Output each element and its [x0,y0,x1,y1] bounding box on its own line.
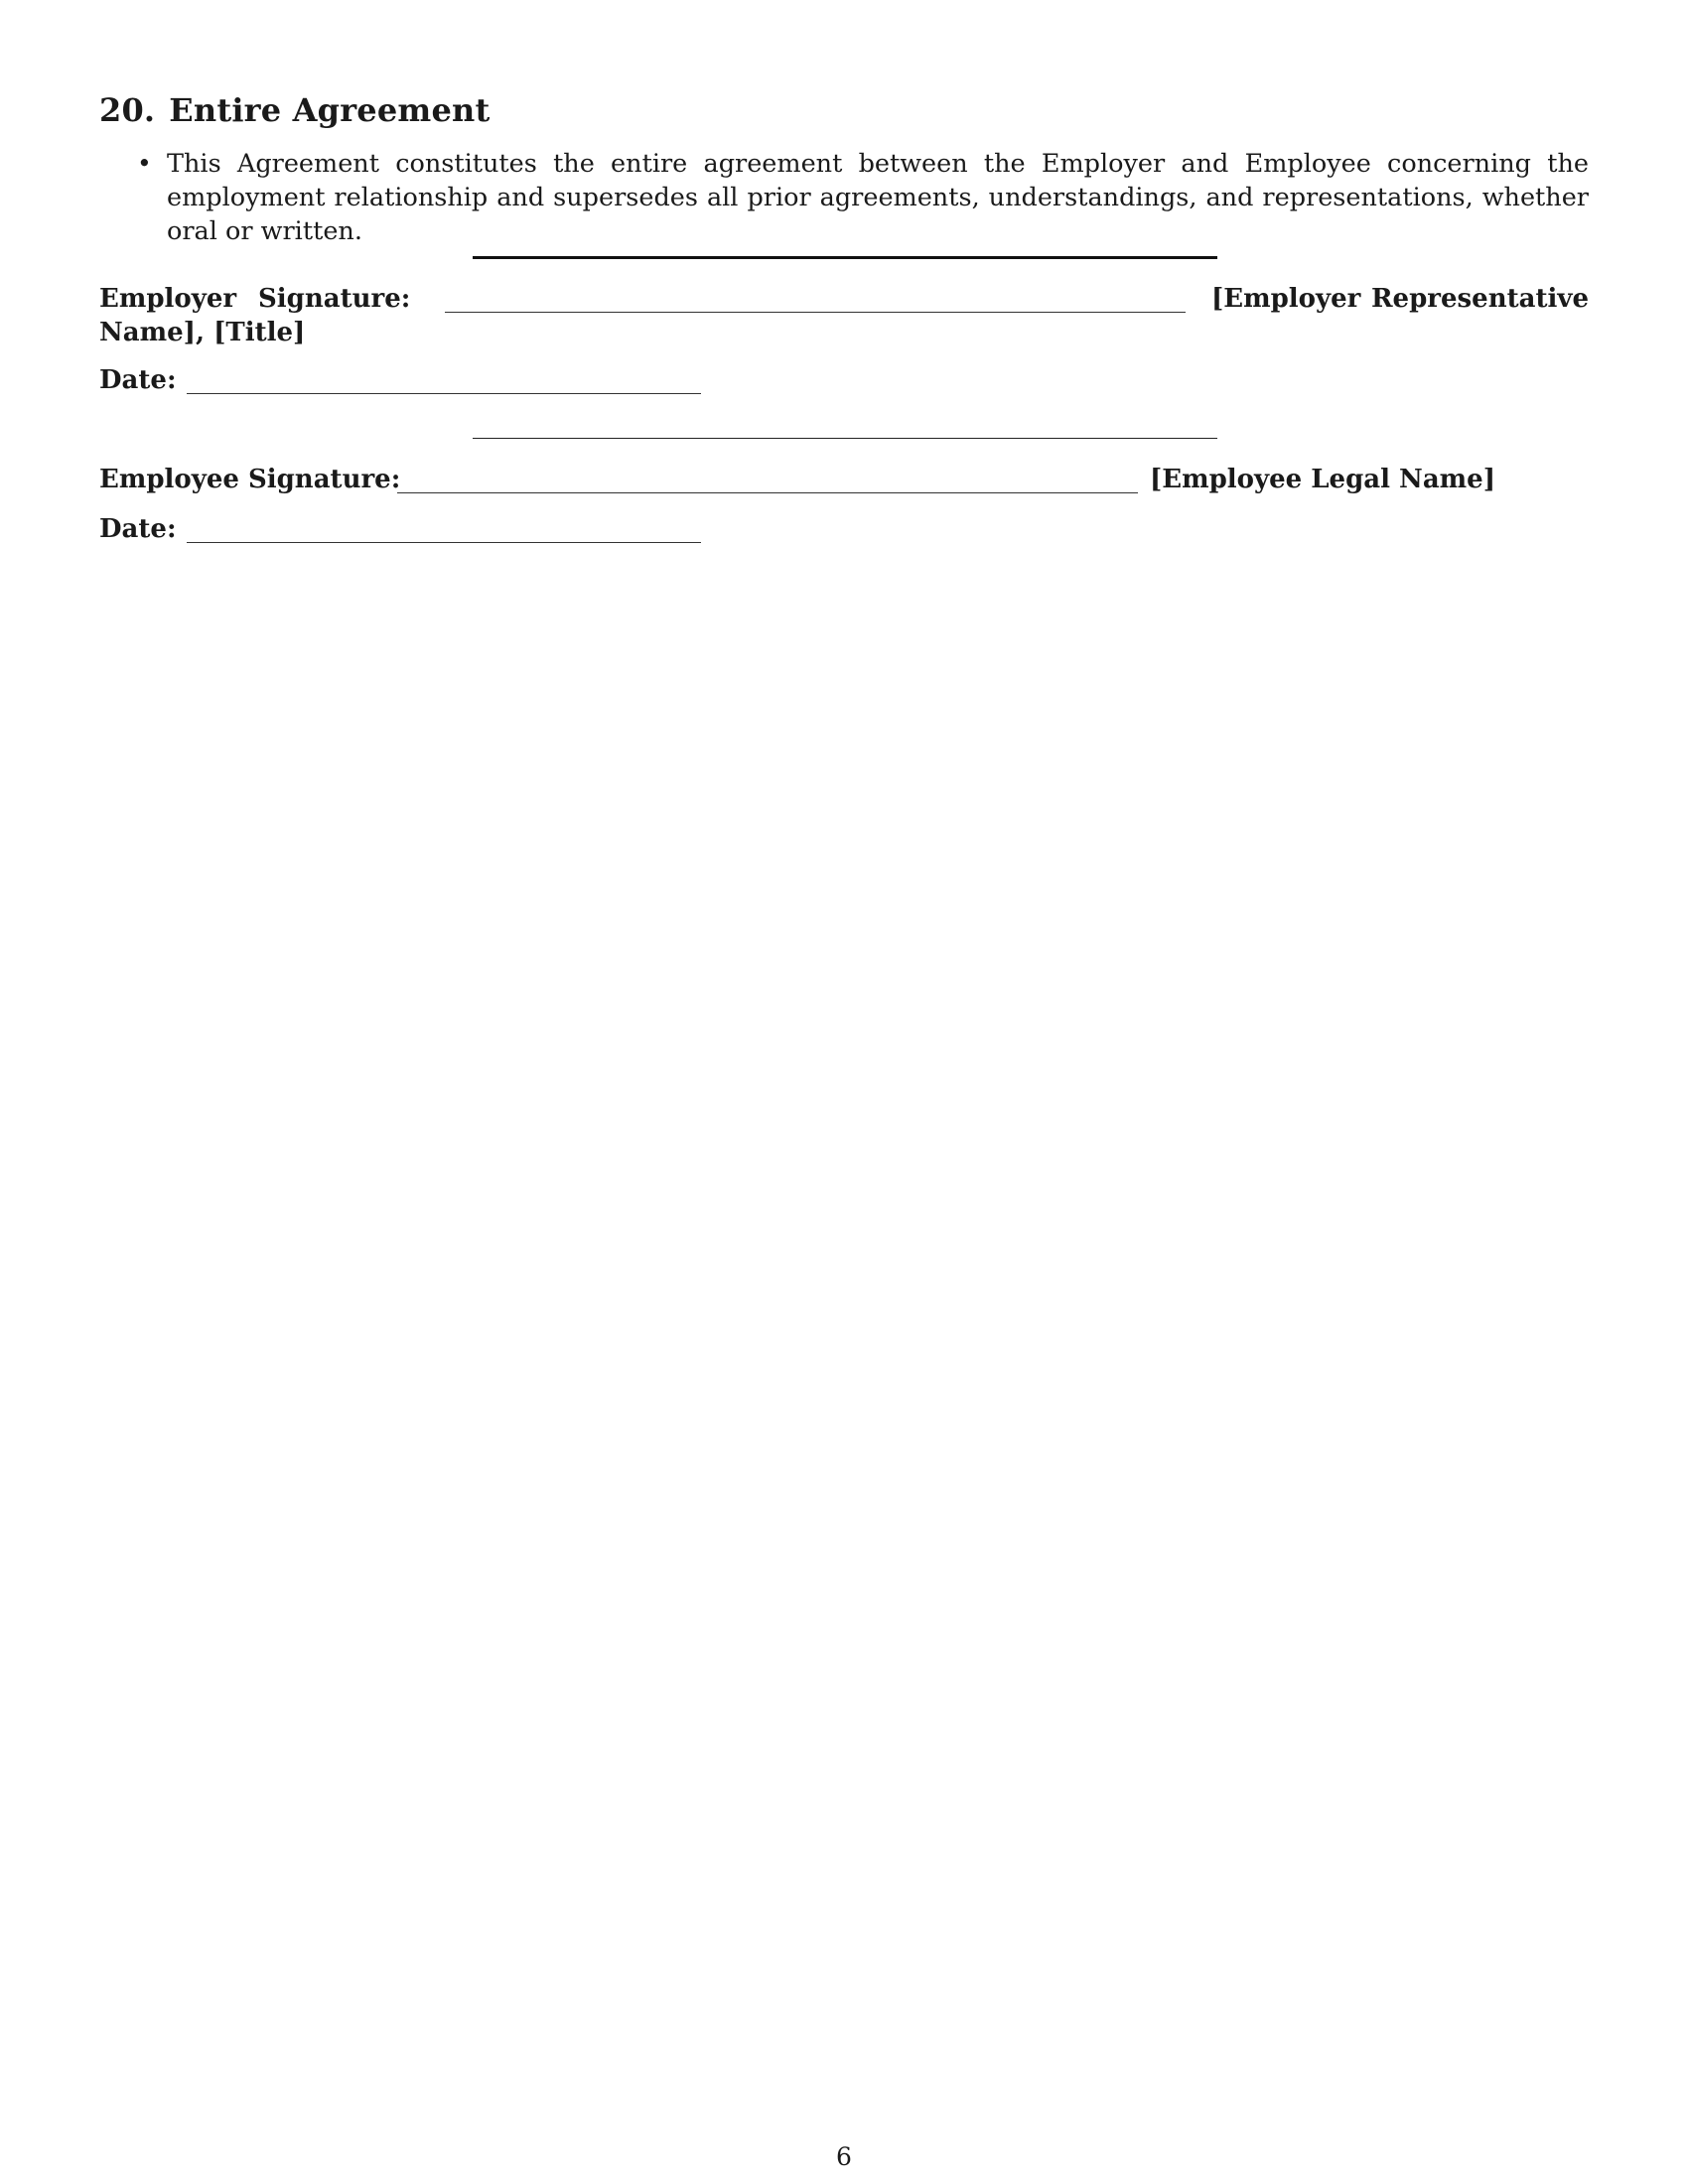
employer-signature-row [99,282,1589,316]
page-number: 6 [836,2142,852,2171]
employee-signature-row [99,463,1589,496]
employee-name: [Employee Legal Name] [1150,465,1496,494]
employer-name-part1: [Employer [1211,284,1361,314]
employee-signature-label: Employee Signature: [99,465,401,494]
employee-signature-field[interactable] [397,492,1138,493]
section-bullet-list [99,147,1589,248]
bullet-icon: • [137,149,152,178]
employer-signature-field[interactable] [445,312,1186,313]
employer-signature-label-word1: Employer [99,284,237,314]
employer-name-part3: Name], [Title] [99,318,306,347]
employee-date-field[interactable] [187,542,701,543]
employer-name-continuation [99,316,1589,349]
employer-signature-rule [473,256,1217,259]
section-heading [99,91,490,129]
employer-date-field[interactable] [187,393,701,394]
employee-signature-rule [473,438,1217,439]
employer-date-row [99,363,1589,397]
employee-date-label: Date: [99,514,177,544]
employer-name-part2: Representative [1370,284,1589,314]
employer-signature-label-word2: Signature: [258,284,411,314]
bullet-text: This Agreement constitutes the entire agreement between the Employer and Employee concerning the employment relationship and supersedes all prior agreements, understandings, and representations, whether oral or written. [167,149,1589,246]
section-number: 20. [99,91,156,129]
section-title: Entire Agreement [169,91,491,129]
list-item [99,147,1589,248]
employer-date-label: Date: [99,365,177,395]
employee-date-row [99,512,1589,546]
